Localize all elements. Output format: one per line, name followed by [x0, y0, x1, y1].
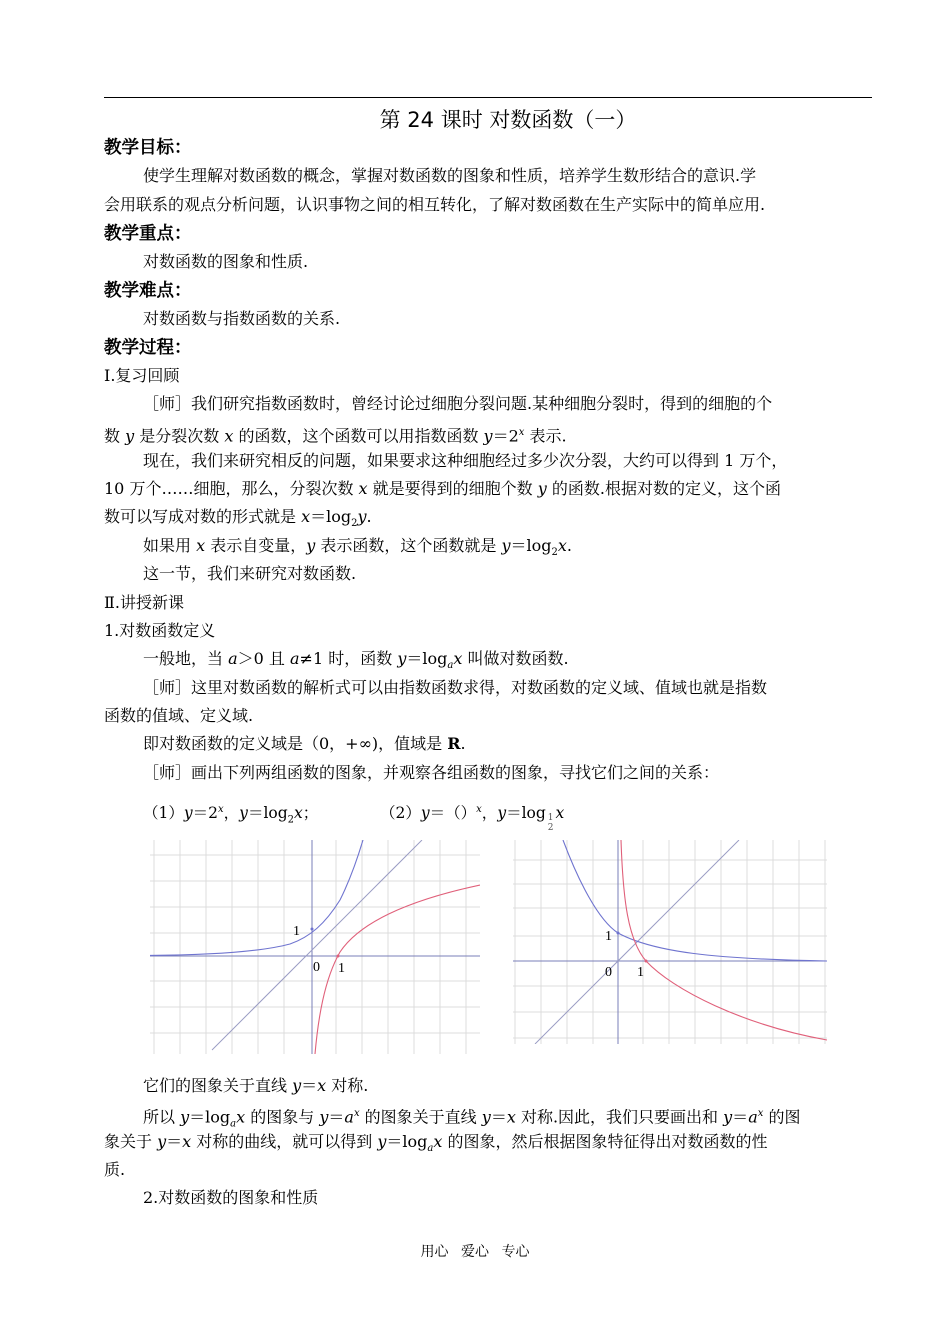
point-1-0 — [337, 955, 340, 958]
difficulty-heading: 教学难点： — [104, 281, 192, 301]
teacher-note-2: ［师］画出下列两组函数的图象，并观察各组函数的图象，寻找它们之间的关系： — [143, 763, 720, 782]
graph-exp-log-base2 — [150, 840, 480, 1054]
conclusion-para-1: 所以 $y=\log_ax$ 的图象与 $y=a^x$ 的图象关于直线 y＝x 对称.因此，我们只要画出和 $y=a^x$ 的图 — [143, 1107, 801, 1130]
header-rule — [104, 97, 872, 98]
review-para-1a: ［师］我们研究指数函数时，曾经讨论过细胞分裂问题.某种细胞分裂时，得到的细胞的个 — [143, 394, 773, 413]
review-heading: Ⅰ.复习回顾 — [104, 366, 180, 385]
conclusion-para-3: 质. — [104, 1160, 126, 1179]
objectives-text-2: 会用联系的观点分析问题，认识事物之间的相互转化，了解对数函数在生产实际中的简单应用. — [104, 195, 766, 214]
grid — [513, 840, 827, 1044]
graph-exp-log-base-half — [513, 840, 827, 1044]
label-one-y: 1 — [605, 929, 612, 944]
point-0-1 — [617, 932, 620, 935]
curve-exponential — [150, 840, 363, 955]
section-1-heading: 1.对数函数定义 — [104, 621, 216, 640]
objectives-text-1: 使学生理解对数函数的概念，掌握对数函数的图象和性质，培养学生数形结合的意识.学 — [143, 166, 757, 185]
process-heading: 教学过程： — [104, 338, 192, 358]
graph-group-1-label: $(1)y=2^x$，$y=\log_2x$； — [143, 804, 319, 826]
label-origin: 0 — [313, 960, 320, 975]
review-para-3: 如果用 x 表示自变量，y 表示函数，这个函数就是 $y=\log_2x$. — [143, 536, 572, 559]
section-2-heading: 2.对数函数的图象和性质 — [143, 1188, 319, 1207]
page-title: 第 24 课时 对数函数（一） — [379, 108, 637, 132]
new-lesson-heading: Ⅱ.讲授新课 — [104, 593, 184, 612]
symmetry-text: 它们的图象关于直线 y＝x 对称. — [143, 1076, 369, 1095]
label-one-x: 1 — [637, 965, 644, 980]
page-footer: 用心 爱心 专心 — [420, 1244, 530, 1260]
conclusion-para-2: 象关于 y＝x 对称的曲线，就可以得到 $y=\log_ax$ 的图象，然后根据图象特征得出对数函数的性 — [104, 1132, 768, 1155]
line-y-equals-x — [212, 840, 422, 1050]
graph-group-2-label: （2）y＝（）$^x$，y＝log 1 2x — [380, 804, 565, 834]
curve-logarithm — [621, 840, 827, 1040]
label-origin: 0 — [605, 965, 612, 980]
review-para-2b: 10 万个……细胞，那么，分裂次数 x 就是要得到的细胞个数 y 的函数.根据对数的定义，这个函 — [104, 479, 781, 498]
review-para-2a: 现在，我们来研究相反的问题，如果要求这种细胞经过多少次分裂，大约可以得到 1 万个， — [143, 451, 788, 470]
point-0-1 — [311, 928, 314, 931]
label-one-x: 1 — [338, 961, 345, 976]
review-para-2c: 数可以写成对数的形式就是 $x=\log_2y$. — [104, 507, 372, 530]
objectives-heading: 教学目标： — [104, 138, 192, 158]
review-para-4: 这一节，我们来研究对数函数. — [143, 564, 357, 583]
label-one-y: 1 — [293, 924, 300, 939]
domain-range-text: 即对数函数的定义域是（0，+∞)，值域是 R. — [143, 734, 466, 753]
difficulty-text: 对数函数与指数函数的关系. — [143, 309, 341, 328]
definition-text: 一般地，当 a＞0 且 a≠1 时，函数 $y=\log_ax$ 叫做对数函数. — [143, 649, 569, 672]
key-point-heading: 教学重点： — [104, 224, 192, 244]
teacher-note-1b: 函数的值域、定义域. — [104, 706, 254, 725]
key-point-text: 对数函数的图象和性质. — [143, 252, 309, 271]
line-y-equals-x — [535, 840, 739, 1044]
teacher-note-1a: ［师］这里对数函数的解析式可以由指数函数求得，对数函数的定义域、值域也就是指数 — [143, 678, 768, 697]
point-1-0 — [645, 960, 648, 963]
review-para-1b: 数 y 是分裂次数 x 的函数，这个函数可以用指数函数 $y=2^x$ 表示. — [104, 426, 567, 446]
